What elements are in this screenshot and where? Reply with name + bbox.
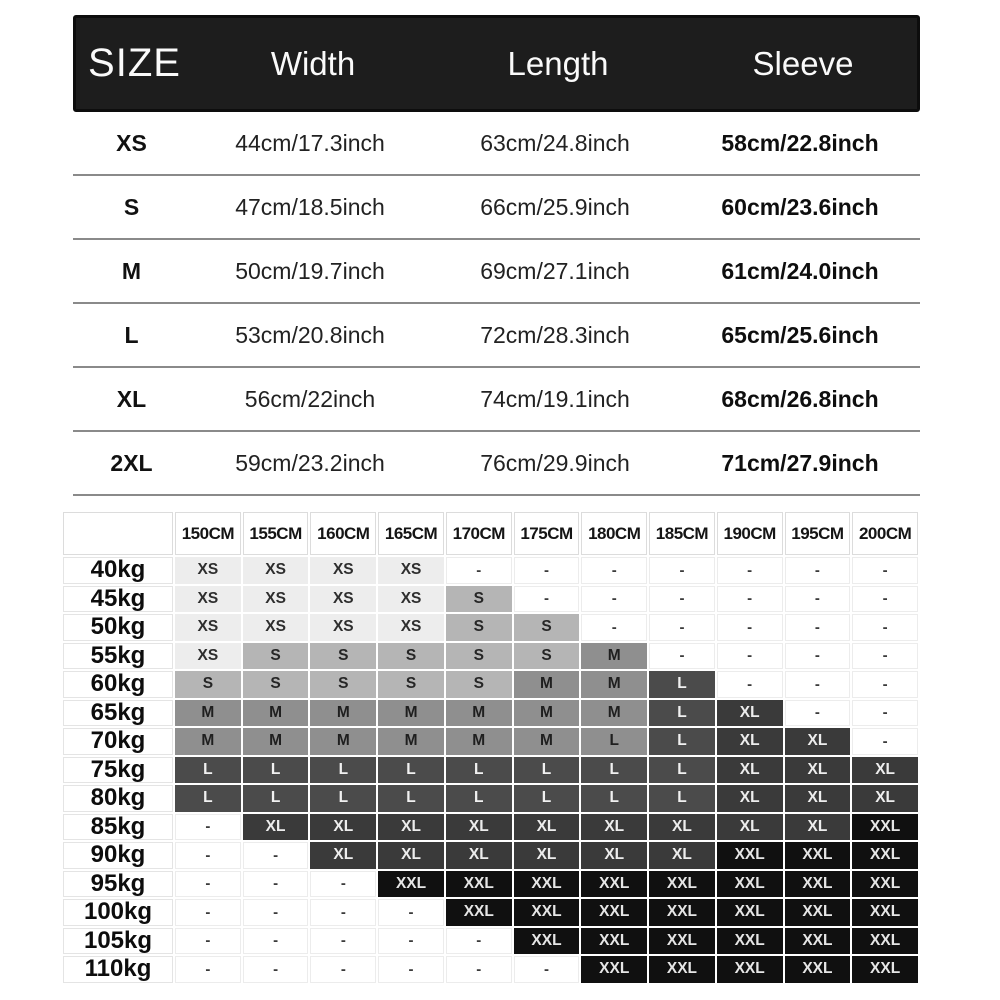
size-cell: XL xyxy=(310,842,376,869)
size-cell: - xyxy=(717,614,783,641)
size-cell: XL xyxy=(717,728,783,755)
height-header: 190CM xyxy=(717,512,783,555)
size-cell: XL xyxy=(243,814,309,841)
size-cell: - xyxy=(514,557,580,584)
width-value: 44cm/17.3inch xyxy=(235,129,385,156)
size-cell: XS xyxy=(310,614,376,641)
width-value: 59cm/23.2inch xyxy=(235,449,385,476)
header-length: Length xyxy=(507,44,609,82)
size-cell: - xyxy=(514,956,580,983)
size-row-m xyxy=(73,240,920,304)
measurement-table-header xyxy=(73,15,920,112)
size-cell: M xyxy=(581,671,647,698)
size-cell: XS xyxy=(378,614,444,641)
size-cell: - xyxy=(649,557,715,584)
size-cell: - xyxy=(852,586,918,613)
size-cell: M xyxy=(514,728,580,755)
size-cell: S xyxy=(446,643,512,670)
size-cell: - xyxy=(717,671,783,698)
size-cell: XS xyxy=(310,586,376,613)
size-cell: - xyxy=(717,643,783,670)
size-cell: - xyxy=(852,557,918,584)
size-cell: S xyxy=(446,586,512,613)
size-cell: L xyxy=(649,785,715,812)
size-label: S xyxy=(123,193,140,220)
weight-label: 80kg xyxy=(63,785,173,812)
size-cell: L xyxy=(310,785,376,812)
size-cell: - xyxy=(852,614,918,641)
size-cell: XXL xyxy=(581,956,647,983)
size-cell: XXL xyxy=(446,899,512,926)
size-cell: S xyxy=(175,671,241,698)
size-cell: XL xyxy=(378,814,444,841)
size-cell: - xyxy=(175,871,241,898)
size-cell: XL xyxy=(514,814,580,841)
size-cell: - xyxy=(785,557,851,584)
size-cell: L xyxy=(310,757,376,784)
size-cell: - xyxy=(852,728,918,755)
size-label: XS xyxy=(116,129,147,156)
size-cell: - xyxy=(717,557,783,584)
length-value: 74cm/19.1inch xyxy=(480,385,630,412)
size-cell: XXL xyxy=(717,871,783,898)
size-cell: - xyxy=(785,700,851,727)
size-cell: L xyxy=(175,785,241,812)
size-cell: M xyxy=(175,728,241,755)
size-cell: - xyxy=(785,614,851,641)
size-cell: XS xyxy=(243,557,309,584)
matrix-corner-cell xyxy=(63,512,173,555)
size-label: L xyxy=(124,321,139,348)
size-cell: XL xyxy=(785,785,851,812)
measurement-table xyxy=(73,15,920,496)
length-value: 63cm/24.8inch xyxy=(480,129,630,156)
weight-label: 55kg xyxy=(63,643,173,670)
header-size: SIZE xyxy=(88,41,181,85)
size-cell: XL xyxy=(514,842,580,869)
weight-label: 95kg xyxy=(63,871,173,898)
size-cell: XL xyxy=(378,842,444,869)
size-row-xl xyxy=(73,368,920,432)
size-cell: - xyxy=(378,928,444,955)
weight-label: 45kg xyxy=(63,586,173,613)
size-cell: XXL xyxy=(514,899,580,926)
size-cell: M xyxy=(378,728,444,755)
size-cell: - xyxy=(310,956,376,983)
size-cell: L xyxy=(581,728,647,755)
size-cell: S xyxy=(310,643,376,670)
size-cell: - xyxy=(243,842,309,869)
size-cell: - xyxy=(175,814,241,841)
size-cell: - xyxy=(785,671,851,698)
size-cell: - xyxy=(852,700,918,727)
size-cell: - xyxy=(581,586,647,613)
size-cell: XL xyxy=(581,814,647,841)
size-cell: - xyxy=(446,928,512,955)
width-value: 47cm/18.5inch xyxy=(235,193,385,220)
size-cell: S xyxy=(243,643,309,670)
size-cell: XXL xyxy=(852,842,918,869)
size-cell: - xyxy=(514,586,580,613)
size-cell: L xyxy=(649,671,715,698)
size-cell: - xyxy=(581,557,647,584)
weight-label: 60kg xyxy=(63,671,173,698)
weight-label: 110kg xyxy=(63,956,173,983)
weight-label: 50kg xyxy=(63,614,173,641)
size-cell: L xyxy=(581,757,647,784)
size-cell: XL xyxy=(310,814,376,841)
size-cell: M xyxy=(243,700,309,727)
size-cell: - xyxy=(243,928,309,955)
size-cell: XS xyxy=(378,557,444,584)
size-cell: L xyxy=(581,785,647,812)
size-cell: XL xyxy=(785,814,851,841)
size-cell: M xyxy=(310,700,376,727)
size-cell: XXL xyxy=(852,814,918,841)
size-cell: XXL xyxy=(717,956,783,983)
size-cell: XS xyxy=(175,586,241,613)
size-cell: - xyxy=(785,643,851,670)
size-cell: S xyxy=(514,614,580,641)
size-cell: - xyxy=(852,671,918,698)
size-cell: L xyxy=(243,757,309,784)
width-value: 50cm/19.7inch xyxy=(235,257,385,284)
size-cell: L xyxy=(649,757,715,784)
length-value: 69cm/27.1inch xyxy=(480,257,630,284)
sleeve-value: 61cm/24.0inch xyxy=(721,257,879,284)
size-cell: XXL xyxy=(649,871,715,898)
size-cell: L xyxy=(514,757,580,784)
size-cell: - xyxy=(446,956,512,983)
size-cell: XXL xyxy=(852,899,918,926)
size-cell: L xyxy=(378,757,444,784)
size-cell: XXL xyxy=(581,899,647,926)
size-cell: XXL xyxy=(581,871,647,898)
size-cell: XL xyxy=(717,700,783,727)
size-cell: XL xyxy=(852,785,918,812)
size-cell: - xyxy=(378,899,444,926)
size-cell: L xyxy=(446,785,512,812)
size-cell: - xyxy=(175,842,241,869)
size-cell: S xyxy=(243,671,309,698)
size-cell: - xyxy=(649,643,715,670)
size-cell: XL xyxy=(649,842,715,869)
weight-label: 40kg xyxy=(63,557,173,584)
size-cell: XXL xyxy=(785,956,851,983)
height-header: 165CM xyxy=(378,512,444,555)
size-cell: - xyxy=(243,956,309,983)
size-cell: - xyxy=(581,614,647,641)
size-cell: - xyxy=(310,899,376,926)
size-cell: - xyxy=(175,956,241,983)
size-cell: XXL xyxy=(785,899,851,926)
size-cell: XXL xyxy=(717,928,783,955)
size-cell: - xyxy=(175,928,241,955)
size-cell: XXL xyxy=(852,871,918,898)
height-header: 155CM xyxy=(243,512,309,555)
sleeve-value: 68cm/26.8inch xyxy=(721,385,879,412)
size-cell: - xyxy=(243,871,309,898)
size-cell: M xyxy=(378,700,444,727)
size-cell: M xyxy=(243,728,309,755)
size-cell: - xyxy=(175,899,241,926)
size-row-2xl xyxy=(73,432,920,496)
size-cell: M xyxy=(514,671,580,698)
size-cell: - xyxy=(649,586,715,613)
size-cell: M xyxy=(581,643,647,670)
size-cell: XXL xyxy=(378,871,444,898)
sleeve-value: 71cm/27.9inch xyxy=(721,449,879,476)
size-label: 2XL xyxy=(110,449,153,476)
size-cell: XS xyxy=(175,643,241,670)
size-cell: L xyxy=(649,700,715,727)
height-header: 175CM xyxy=(514,512,580,555)
sleeve-value: 60cm/23.6inch xyxy=(721,193,879,220)
size-cell: XXL xyxy=(852,928,918,955)
length-value: 66cm/25.9inch xyxy=(480,193,630,220)
size-cell: XXL xyxy=(785,928,851,955)
size-cell: S xyxy=(446,614,512,641)
size-cell: XL xyxy=(717,814,783,841)
size-cell: M xyxy=(446,700,512,727)
size-cell: XXL xyxy=(785,871,851,898)
size-cell: XS xyxy=(243,614,309,641)
width-value: 53cm/20.8inch xyxy=(235,321,385,348)
height-header: 170CM xyxy=(446,512,512,555)
size-matrix xyxy=(63,512,918,983)
header-width: Width xyxy=(270,44,356,82)
size-cell: XL xyxy=(785,728,851,755)
size-row-s xyxy=(73,176,920,240)
sleeve-value: 58cm/22.8inch xyxy=(721,129,879,156)
size-cell: XXL xyxy=(581,928,647,955)
size-cell: - xyxy=(310,871,376,898)
size-cell: - xyxy=(310,928,376,955)
size-cell: XL xyxy=(446,842,512,869)
weight-label: 90kg xyxy=(63,842,173,869)
size-cell: XS xyxy=(310,557,376,584)
size-cell: XXL xyxy=(514,871,580,898)
size-cell: XL xyxy=(649,814,715,841)
size-cell: S xyxy=(514,643,580,670)
size-cell: M xyxy=(310,728,376,755)
weight-label: 65kg xyxy=(63,700,173,727)
size-cell: XXL xyxy=(514,928,580,955)
size-cell: S xyxy=(310,671,376,698)
size-cell: L xyxy=(514,785,580,812)
size-cell: XL xyxy=(446,814,512,841)
size-cell: XL xyxy=(785,757,851,784)
size-cell: L xyxy=(175,757,241,784)
size-cell: M xyxy=(446,728,512,755)
size-cell: XXL xyxy=(446,871,512,898)
size-cell: XXL xyxy=(649,956,715,983)
size-cell: XXL xyxy=(717,899,783,926)
weight-label: 70kg xyxy=(63,728,173,755)
size-cell: M xyxy=(514,700,580,727)
size-cell: XL xyxy=(581,842,647,869)
size-row-l xyxy=(73,304,920,368)
size-cell: S xyxy=(378,643,444,670)
size-cell: S xyxy=(446,671,512,698)
size-cell: XL xyxy=(717,757,783,784)
size-cell: L xyxy=(446,757,512,784)
size-cell: L xyxy=(378,785,444,812)
size-cell: XXL xyxy=(852,956,918,983)
size-cell: L xyxy=(649,728,715,755)
weight-label: 85kg xyxy=(63,814,173,841)
size-cell: XXL xyxy=(785,842,851,869)
size-cell: - xyxy=(717,586,783,613)
width-value: 56cm/22inch xyxy=(244,385,376,412)
size-cell: - xyxy=(378,956,444,983)
size-label: XL xyxy=(116,385,147,412)
size-cell: - xyxy=(243,899,309,926)
height-header: 150CM xyxy=(175,512,241,555)
size-row-xs xyxy=(73,112,920,176)
size-label: M xyxy=(121,257,142,284)
size-cell: M xyxy=(581,700,647,727)
size-cell: M xyxy=(175,700,241,727)
size-cell: - xyxy=(446,557,512,584)
length-value: 72cm/28.3inch xyxy=(480,321,630,348)
height-header: 200CM xyxy=(852,512,918,555)
size-cell: XXL xyxy=(649,928,715,955)
height-header: 195CM xyxy=(785,512,851,555)
length-value: 76cm/29.9inch xyxy=(480,449,630,476)
size-cell: XXL xyxy=(649,899,715,926)
height-header: 160CM xyxy=(310,512,376,555)
size-cell: L xyxy=(243,785,309,812)
size-cell: XS xyxy=(175,614,241,641)
size-cell: - xyxy=(649,614,715,641)
weight-label: 105kg xyxy=(63,928,173,955)
header-sleeve: Sleeve xyxy=(752,44,854,82)
sleeve-value: 65cm/25.6inch xyxy=(721,321,879,348)
size-cell: S xyxy=(378,671,444,698)
size-cell: XS xyxy=(243,586,309,613)
size-cell: XL xyxy=(852,757,918,784)
weight-label: 100kg xyxy=(63,899,173,926)
size-cell: XS xyxy=(378,586,444,613)
size-cell: XXL xyxy=(717,842,783,869)
size-cell: XS xyxy=(175,557,241,584)
height-header: 180CM xyxy=(581,512,647,555)
size-cell: - xyxy=(785,586,851,613)
weight-label: 75kg xyxy=(63,757,173,784)
size-cell: - xyxy=(852,643,918,670)
size-cell: XL xyxy=(717,785,783,812)
height-header: 185CM xyxy=(649,512,715,555)
